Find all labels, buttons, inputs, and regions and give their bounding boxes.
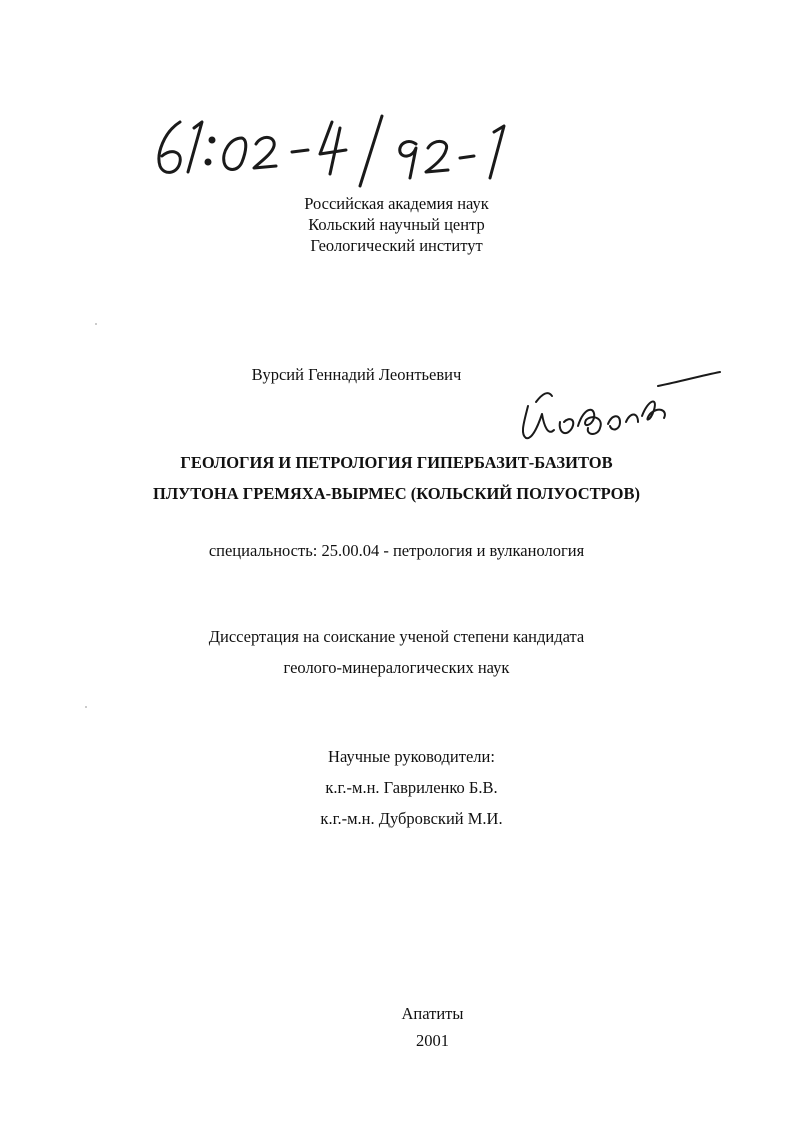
specialty-line: специальность: 25.00.04 - петрология и вулканология bbox=[208, 541, 585, 560]
publication-city: Апатиты bbox=[401, 1004, 464, 1023]
publication-year: 2001 bbox=[416, 1031, 449, 1050]
scan-speck bbox=[85, 706, 87, 708]
scan-speck bbox=[95, 323, 97, 325]
institution-institute: Геологический институт bbox=[310, 236, 483, 255]
dissertation-degree-line1: Диссертация на соискание ученой степени кандидата bbox=[208, 627, 585, 646]
author-signature bbox=[508, 366, 722, 444]
institution-center: Кольский научный центр bbox=[308, 215, 485, 234]
dissertation-title-line2: ПЛУТОНА ГРЕМЯХА-ВЫРМЕС (КОЛЬСКИЙ ПОЛУОСТРОВ) bbox=[153, 484, 640, 503]
author-name: Вурсий Геннадий Леонтьевич bbox=[251, 365, 462, 384]
institution-academy: Российская академия наук bbox=[304, 194, 489, 213]
dissertation-title-line1: ГЕОЛОГИЯ И ПЕТРОЛОГИЯ ГИПЕРБАЗИТ-БАЗИТОВ bbox=[180, 453, 613, 472]
dissertation-degree-line2: геолого-минералогических наук bbox=[283, 658, 510, 677]
supervisor-item: к.г.-м.н. Дубровский М.И. bbox=[320, 809, 503, 828]
handwritten-catalog-number bbox=[150, 102, 520, 192]
supervisor-item: к.г.-м.н. Гавриленко Б.В. bbox=[325, 778, 498, 797]
supervisors-heading: Научные руководители: bbox=[328, 747, 495, 766]
